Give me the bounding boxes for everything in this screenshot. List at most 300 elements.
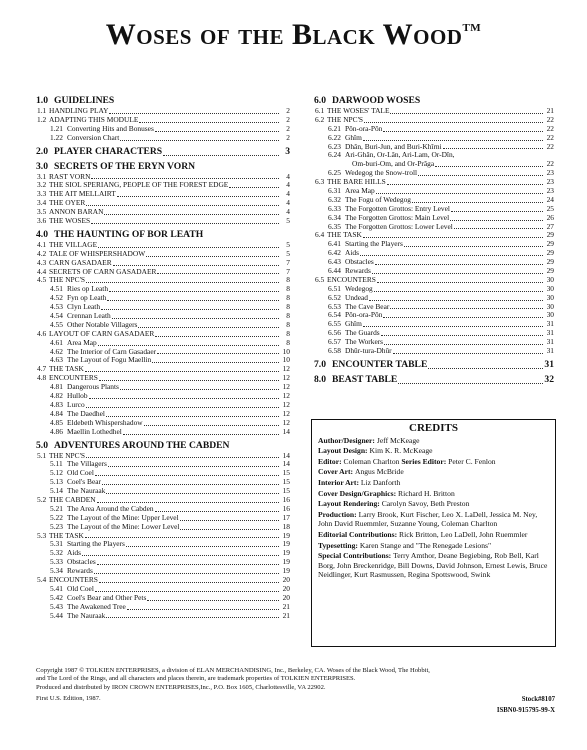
toc-leader-dots bbox=[398, 374, 543, 384]
toc-entry-title: Starting the Players bbox=[67, 539, 125, 549]
toc-leader-dots bbox=[381, 329, 543, 336]
toc-leader-dots bbox=[360, 249, 543, 256]
toc-entry-title: Aids bbox=[345, 248, 359, 258]
toc-entry-number: 5.13 bbox=[50, 477, 63, 487]
credit-role: Author/Designer: bbox=[318, 435, 377, 445]
toc-page-number: 23 bbox=[546, 177, 554, 187]
toc-entry-title: The Area Around the Cabden bbox=[67, 503, 154, 513]
toc-page-number: 10 bbox=[282, 346, 290, 356]
toc-page-number: 4 bbox=[286, 189, 290, 199]
toc-entry-number: 6.56 bbox=[328, 328, 341, 338]
toc-page-number: 19 bbox=[282, 557, 290, 567]
toc-page-number: 12 bbox=[282, 408, 290, 418]
toc-leader-dots bbox=[387, 178, 543, 185]
toc-entry-number: 7.0 bbox=[314, 358, 326, 370]
toc-entry-title: TALE OF WHISPERSHADOW bbox=[49, 248, 146, 258]
toc-entry-title: Converting Hits and Bonuses bbox=[67, 123, 154, 133]
toc-leader-dots bbox=[86, 276, 279, 283]
toc-page-number: 3 bbox=[285, 145, 290, 157]
copyright-line: Copyright 1987 © TOLKIEN ENTERPRISES, a division of ELAN MERCHANDISING, Inc., Berkeley, CA. Woses of the Black Wood, The Hobbit, bbox=[36, 667, 430, 674]
toc-entry-title: SECRETS OF THE ERYN VORN bbox=[54, 160, 196, 172]
toc-page-number: 5 bbox=[286, 248, 290, 258]
toc-entry-number: 6.55 bbox=[328, 319, 341, 329]
toc-entry-number: 6.25 bbox=[328, 168, 341, 178]
toc-page-number: 15 bbox=[282, 468, 290, 478]
toc-entry-title: Maellin Lothedhel bbox=[67, 426, 122, 436]
toc-leader-dots bbox=[99, 374, 279, 381]
toc-entry-title: The Villagers bbox=[67, 459, 107, 469]
toc-entry-number: 4.51 bbox=[50, 284, 63, 294]
toc-entry-title: Obstacles bbox=[67, 557, 96, 567]
toc-entry-title: THE NPC'S bbox=[327, 114, 364, 124]
toc-entry-title: The Forgotten Grottos: Main Level bbox=[345, 212, 450, 222]
toc-page-number: 29 bbox=[546, 248, 554, 258]
toc-entry-title: HANDLING PLAY bbox=[49, 106, 109, 115]
toc-page-number: 8 bbox=[286, 293, 290, 303]
toc-leader-dots bbox=[97, 496, 279, 503]
stock-info bbox=[497, 694, 555, 716]
distributor-line: Produced and distributed by IRON CROWN ENTERPRISES,Inc., P.O. Box 1605, Charlottesville, VA 22902. bbox=[36, 683, 326, 691]
toc-entry-number: 4.6 bbox=[37, 328, 47, 338]
toc-entry-number: 6.35 bbox=[328, 221, 341, 231]
toc-leader-dots bbox=[443, 143, 543, 150]
toc-page-number: 22 bbox=[546, 123, 554, 133]
toc-leader-dots bbox=[127, 603, 279, 610]
toc-page-number: 12 bbox=[282, 373, 290, 383]
toc-entry-title: The Guards bbox=[345, 328, 380, 338]
toc-leader-dots bbox=[180, 514, 279, 521]
toc-entry-number: 5.42 bbox=[50, 592, 63, 602]
toc-page-number: 25 bbox=[546, 203, 554, 213]
toc-entry-number: 6.34 bbox=[328, 212, 341, 222]
toc-entry-number: 6.2 bbox=[315, 114, 325, 124]
toc-entry-title: Wedegog bbox=[345, 283, 373, 293]
toc-entry-number: 5.1 bbox=[37, 450, 47, 460]
toc-entry-number: 6.24 bbox=[328, 150, 341, 160]
toc-entry-title: Conversion Chart bbox=[67, 132, 120, 142]
toc-entry-title: Hullob bbox=[67, 391, 88, 401]
toc-entry-title: Undead bbox=[345, 292, 368, 302]
toc-entry-title: The Daedhel bbox=[67, 408, 105, 418]
toc-entry-number: 6.23 bbox=[328, 141, 341, 151]
toc-leader-dots bbox=[95, 469, 279, 476]
toc-page-number: 12 bbox=[282, 399, 290, 409]
toc-leader-dots bbox=[152, 356, 279, 363]
toc-page-number: 19 bbox=[282, 539, 290, 549]
toc-page-number: 22 bbox=[546, 159, 554, 169]
toc-entry-title: LAYOUT OF CARN GASADAER bbox=[49, 328, 155, 338]
toc-leader-dots bbox=[109, 285, 279, 292]
toc-page-number: 29 bbox=[546, 257, 554, 267]
toc-page-number: 14 bbox=[282, 450, 290, 460]
toc-entry bbox=[36, 217, 290, 226]
toc-page-number: 4 bbox=[286, 198, 290, 208]
toc-leader-dots bbox=[85, 365, 279, 372]
toc-leader-dots bbox=[418, 169, 543, 176]
toc-entry-number: 4.2 bbox=[37, 248, 47, 258]
toc-entry-number: 5.31 bbox=[50, 539, 63, 549]
toc-page-number: 29 bbox=[546, 239, 554, 249]
credit-role: Typesetting: bbox=[318, 540, 360, 550]
toc-entry-title: Fyn op Leath bbox=[67, 293, 107, 303]
toc-page-number: 8 bbox=[286, 319, 290, 329]
toc-entry-title: Om-buri-Om, and Or-Prâga bbox=[352, 159, 435, 169]
toc-entry-title: Dangerous Plants bbox=[67, 382, 119, 392]
toc-entry-number: 5.21 bbox=[50, 503, 63, 513]
toc-page-number: 16 bbox=[282, 503, 290, 513]
toc-leader-dots bbox=[451, 205, 543, 212]
toc-leader-dots bbox=[120, 383, 279, 390]
toc-entry-number: 3.0 bbox=[36, 160, 48, 172]
toc-entry-number: 6.3 bbox=[315, 177, 325, 187]
toc-entry-title: Coel's Bear bbox=[67, 477, 101, 487]
toc-entry-number: 3.5 bbox=[37, 207, 47, 217]
toc-entry-number: 6.5 bbox=[315, 274, 325, 284]
credit-entry bbox=[318, 489, 549, 499]
credit-names: Karen Stange and "The Renegade Lesions" bbox=[359, 540, 492, 550]
toc-leader-dots bbox=[112, 312, 279, 319]
toc-entry-number: 6.58 bbox=[328, 346, 341, 356]
credit-entry bbox=[318, 499, 549, 509]
toc-entry-title: Aids bbox=[67, 548, 81, 558]
toc-page-number: 12 bbox=[282, 391, 290, 401]
toc-entry-title: Dhân, Buri-Jun, and Buri-Khîrni bbox=[345, 141, 442, 151]
toc-entry-title: The Forgotten Grottos: Lower Level bbox=[345, 221, 453, 231]
toc-leader-dots bbox=[123, 428, 279, 435]
toc-entry-number: 4.81 bbox=[50, 382, 63, 392]
toc-leader-dots bbox=[450, 214, 543, 221]
toc-page-number: 10 bbox=[282, 355, 290, 365]
toc-entry-number: 4.82 bbox=[50, 391, 63, 401]
stock-number: Stock#8107 bbox=[521, 696, 555, 703]
toc-page-number: 19 bbox=[282, 548, 290, 558]
toc-page-number: 22 bbox=[546, 141, 554, 151]
toc-page-number: 30 bbox=[546, 283, 554, 293]
toc-leader-dots bbox=[91, 217, 279, 224]
toc-entry-title: The Forgotten Grottos: Entry Level bbox=[345, 203, 450, 213]
toc-page-number: 18 bbox=[282, 521, 290, 531]
toc-entry-title: The Fogu of Wedegog bbox=[345, 194, 411, 204]
toc-section-heading bbox=[314, 374, 554, 386]
toc-entry-number: 4.53 bbox=[50, 302, 63, 312]
toc-entry-title: CARN GASADAER bbox=[49, 257, 112, 267]
toc-page-number: 7 bbox=[286, 257, 290, 267]
credit-names: Jeff McKeage bbox=[376, 435, 420, 445]
title-text: Woses of the Black Wood bbox=[105, 18, 463, 51]
credit-names: Liz Danforth bbox=[360, 477, 401, 487]
toc-entry-title: Dhûr-tura-Dhûr bbox=[345, 346, 392, 356]
toc-leader-dots bbox=[364, 116, 543, 123]
toc-entry-number: 4.55 bbox=[50, 319, 63, 329]
toc-entry-title: ANNON BARAN bbox=[49, 207, 104, 217]
toc-leader-dots bbox=[163, 146, 279, 156]
credit-role: Editor: bbox=[318, 456, 344, 466]
toc-leader-dots bbox=[428, 359, 543, 369]
toc-entry-number: 4.84 bbox=[50, 408, 63, 418]
toc-entry-number: 5.11 bbox=[50, 459, 63, 469]
toc-entry-number: 3.1 bbox=[37, 171, 47, 181]
toc-entry-number: 1.22 bbox=[50, 132, 63, 142]
toc-entry-title: Area Map bbox=[67, 337, 97, 347]
toc-entry-number: 5.0 bbox=[36, 439, 48, 451]
toc-entry-title: GUIDELINES bbox=[54, 95, 115, 106]
toc-leader-dots bbox=[98, 241, 279, 248]
toc-leader-dots bbox=[157, 268, 279, 275]
toc-leader-dots bbox=[138, 321, 279, 328]
toc-leader-dots bbox=[155, 505, 279, 512]
toc-page-number: 4 bbox=[286, 207, 290, 217]
toc-leader-dots bbox=[372, 267, 543, 274]
toc-entry-number: 4.83 bbox=[50, 399, 63, 409]
toc-entry-title: Rewards bbox=[345, 266, 371, 276]
toc-entry-number: 4.86 bbox=[50, 426, 63, 436]
toc-entry-title: THE TASK bbox=[49, 530, 84, 540]
credit-entry bbox=[318, 478, 549, 488]
credit-entry bbox=[318, 436, 549, 446]
toc-leader-dots bbox=[139, 116, 279, 123]
toc-page-number: 17 bbox=[282, 512, 290, 522]
credit-entry bbox=[318, 530, 549, 540]
toc-leader-dots bbox=[82, 549, 279, 556]
toc-leader-dots bbox=[91, 173, 279, 180]
toc-leader-dots bbox=[106, 410, 279, 417]
toc-page-number: 12 bbox=[282, 382, 290, 392]
toc-page-number: 5 bbox=[286, 216, 290, 226]
credit-names: Kim K. R. McKeage bbox=[369, 446, 433, 456]
toc-entry-number: 5.33 bbox=[50, 557, 63, 567]
toc-entry bbox=[36, 428, 290, 437]
toc-entry-title: Rewards bbox=[67, 566, 93, 576]
toc-entry-title: THE NPC'S bbox=[49, 450, 86, 460]
toc-entry-number: 6.54 bbox=[328, 310, 341, 320]
toc-leader-dots bbox=[404, 240, 543, 247]
toc-section-heading bbox=[314, 359, 554, 371]
toc-entry-number: 6.31 bbox=[328, 186, 341, 196]
toc-entry-number: 4.0 bbox=[36, 228, 48, 240]
credit-role: Layout Rendering: bbox=[318, 499, 382, 509]
credits-box bbox=[311, 419, 556, 647]
copyright-footer bbox=[36, 667, 556, 704]
toc-page-number: 21 bbox=[282, 601, 290, 611]
toc-entry-number: 5.44 bbox=[50, 610, 63, 620]
toc-page-number: 5 bbox=[286, 239, 290, 249]
credit-names: Rick Britton, Leo LaDell, John Ruemmler bbox=[399, 529, 528, 539]
toc-page-number: 14 bbox=[282, 426, 290, 436]
toc-page-number: 31 bbox=[546, 319, 554, 329]
credit-role: Cover Design/Graphics: bbox=[318, 488, 399, 498]
toc-entry-number: 6.44 bbox=[328, 266, 341, 276]
toc-entry-number: 8.0 bbox=[314, 373, 326, 385]
toc-page-number: 29 bbox=[546, 230, 554, 240]
toc-entry-number: 2.0 bbox=[36, 145, 48, 157]
toc-entry-number: 3.6 bbox=[37, 216, 47, 226]
toc-page-number: 8 bbox=[286, 311, 290, 321]
toc-entry-title: PLAYER CHARACTERS bbox=[54, 145, 163, 157]
toc-entry-title: THE TASK bbox=[49, 364, 84, 374]
toc-entry-number: 4.7 bbox=[37, 364, 47, 374]
toc-entry-number: 1.2 bbox=[37, 114, 47, 124]
toc-page-number: 2 bbox=[286, 114, 290, 124]
credit-names: Coleman Charlton bbox=[343, 456, 400, 466]
credit-names: Terry Amthor, Deane Begiebing, Rob Bell, Karl Borg, John Breckenridge, Bill Downs, David Johnson, Ernest Lewis, Bruce Neidlinger, Kurt Rasmussen, Regina Spottswood, Swink bbox=[318, 551, 548, 580]
toc-leader-dots bbox=[126, 540, 279, 547]
credit-entry bbox=[318, 467, 549, 477]
toc-entry-number: 6.57 bbox=[328, 337, 341, 347]
toc-entry-number: 5.3 bbox=[37, 530, 47, 540]
toc-page-number: 20 bbox=[282, 592, 290, 602]
toc-entry-title: DARWOOD WOSES bbox=[332, 95, 421, 106]
toc-section-heading bbox=[36, 161, 290, 173]
toc-entry-title: THE NPC'S bbox=[49, 275, 86, 285]
credit-entry bbox=[318, 541, 549, 551]
toc-entry-number: 3.2 bbox=[37, 180, 47, 190]
toc-leader-dots bbox=[454, 223, 543, 230]
toc-entry-title: Old Coel bbox=[67, 468, 94, 478]
toc-entry-title: ENCOUNTERS bbox=[49, 574, 98, 584]
toc-entry-number: 3.3 bbox=[37, 189, 47, 199]
toc-leader-dots bbox=[99, 576, 279, 583]
credit-names: Angus McBride bbox=[354, 467, 404, 477]
page-title bbox=[0, 18, 587, 52]
toc-leader-dots bbox=[384, 338, 543, 345]
toc-entry-title: THE CABDEN bbox=[49, 494, 96, 504]
toc-entry-title: ENCOUNTERS bbox=[327, 274, 376, 284]
toc-entry-title: Ghîm bbox=[345, 132, 362, 142]
toc-page-number: 30 bbox=[546, 310, 554, 320]
toc-page-number: 21 bbox=[546, 106, 554, 115]
toc-leader-dots bbox=[106, 487, 279, 494]
toc-page-number: 7 bbox=[286, 266, 290, 276]
toc-entry-title: The Nauraak bbox=[67, 610, 106, 620]
toc-page-number: 8 bbox=[286, 275, 290, 285]
toc-entry-number: 5.43 bbox=[50, 601, 63, 611]
credit-role: Production: bbox=[318, 509, 359, 519]
toc-page-number: 32 bbox=[544, 373, 554, 385]
toc-leader-dots bbox=[117, 190, 279, 197]
toc-entry-title: Starting the Players bbox=[345, 239, 403, 249]
toc-leader-dots bbox=[375, 258, 543, 265]
toc-page-number: 4 bbox=[286, 171, 290, 181]
toc-entry-title: ADAPTING THIS MODULE bbox=[49, 114, 139, 124]
toc-entry-number: 1.0 bbox=[36, 95, 48, 106]
toc-entry-title: Pôn-ora-Pôn bbox=[345, 123, 383, 133]
edition-line: First U.S. Edition, 1987. bbox=[36, 695, 101, 703]
toc-page-number: 8 bbox=[286, 284, 290, 294]
toc-entry-title: The Cave Bear bbox=[345, 301, 390, 311]
toc-entry-number: 5.2 bbox=[37, 494, 47, 504]
toc-entry-number: 6.0 bbox=[314, 95, 326, 106]
toc-page-number: 22 bbox=[546, 132, 554, 142]
credit-names: Larry Brook, Kurt Fischer, Leo X. LaDell, Jessica M. Ney, John David Ruemmler, Suzanne Young, Coleman Charlton bbox=[318, 509, 538, 529]
toc-entry-title: THE AIT MELLAIRT bbox=[49, 189, 116, 199]
toc-entry-number: 4.1 bbox=[37, 239, 47, 249]
toc-entry-title: Other Notable Villagers bbox=[67, 319, 138, 329]
toc-page-number: 31 bbox=[546, 346, 554, 356]
toc-entry-title: Coel's Bear and Other Pets bbox=[67, 592, 147, 602]
toc-page-number: 8 bbox=[286, 302, 290, 312]
toc-leader-dots bbox=[147, 594, 279, 601]
toc-entry-number: 4.62 bbox=[50, 346, 63, 356]
toc-page-number: 4 bbox=[286, 180, 290, 190]
toc-leader-dots bbox=[390, 303, 543, 310]
toc-leader-dots bbox=[435, 160, 543, 167]
toc-entry-number: 4.54 bbox=[50, 311, 63, 321]
toc-page-number: 30 bbox=[546, 292, 554, 302]
toc-leader-dots bbox=[94, 567, 279, 574]
toc-entry-number: 5.41 bbox=[50, 583, 63, 593]
toc-page-number: 15 bbox=[282, 486, 290, 496]
toc-page-number: 2 bbox=[286, 132, 290, 142]
toc-entry-number: 4.3 bbox=[37, 257, 47, 267]
credit-role: Cover Art: bbox=[318, 467, 355, 477]
toc-entry-title: Clyn Leath bbox=[67, 302, 101, 312]
toc-entry-number: 5.32 bbox=[50, 548, 63, 558]
toc-leader-dots bbox=[412, 196, 543, 203]
toc-leader-dots bbox=[374, 285, 543, 292]
toc-entry bbox=[314, 347, 554, 356]
isbn-number: ISBN0-915795-99-X bbox=[496, 707, 555, 714]
toc-leader-dots bbox=[144, 419, 279, 426]
toc-entry-number: 4.61 bbox=[50, 337, 63, 347]
toc-entry-number: 4.85 bbox=[50, 417, 63, 427]
toc-leader-dots bbox=[107, 294, 279, 301]
toc-entry-number: 5.23 bbox=[50, 521, 63, 531]
trademark-line: and The Lord of the Rings, and all characters and places therein, are trademark properties of TOLKIEN ENTERPRISES. bbox=[36, 675, 356, 683]
toc-entry-number: 6.53 bbox=[328, 301, 341, 311]
toc-page-number: 30 bbox=[546, 274, 554, 284]
toc-entry-title: Pôn-ora-Pôn bbox=[345, 310, 383, 320]
toc-page-number: 23 bbox=[546, 186, 554, 196]
toc-page-number: 2 bbox=[286, 106, 290, 115]
toc-entry-number: 4.63 bbox=[50, 355, 63, 365]
toc-entry-title: Ghîm bbox=[345, 319, 362, 329]
toc-entry-number: 5.14 bbox=[50, 486, 63, 496]
credit-entry bbox=[318, 446, 549, 456]
toc-entry-title: Eldebeth Whispershadow bbox=[67, 417, 143, 427]
toc-entry-number: 1.21 bbox=[50, 123, 63, 133]
toc-entry-title: BEAST TABLE bbox=[332, 373, 398, 385]
toc-entry-number: 6.4 bbox=[315, 230, 325, 240]
toc-leader-dots bbox=[113, 259, 279, 266]
toc-entry-title: The Interior of Carn Gasadaer bbox=[67, 346, 157, 356]
toc-leader-dots bbox=[383, 125, 543, 132]
toc-entry-number: 5.22 bbox=[50, 512, 63, 522]
toc-entry-title: The Workers bbox=[345, 337, 384, 347]
toc-leader-dots bbox=[104, 208, 279, 215]
toc-page-number: 30 bbox=[546, 301, 554, 311]
toc-entry-number: 5.4 bbox=[37, 574, 47, 584]
toc-entry-number: 6.42 bbox=[328, 248, 341, 258]
toc-entry-number: 6.22 bbox=[328, 132, 341, 142]
toc-page-number: 14 bbox=[282, 459, 290, 469]
credit-role: Special Contributions: bbox=[318, 551, 394, 561]
toc-leader-dots bbox=[390, 107, 543, 114]
toc-leader-dots bbox=[146, 250, 279, 257]
toc-leader-dots bbox=[157, 348, 279, 355]
toc-leader-dots bbox=[86, 401, 279, 408]
toc-page-number: 26 bbox=[546, 212, 554, 222]
toc-leader-dots bbox=[363, 320, 543, 327]
toc-entry-title: The Layout of Fogu Maellin bbox=[67, 355, 152, 365]
toc-page-number: 31 bbox=[544, 358, 554, 370]
toc-page-number: 20 bbox=[282, 574, 290, 584]
toc-leader-dots bbox=[108, 460, 279, 467]
toc-section-heading bbox=[36, 146, 290, 158]
credit-role: Series Editor: bbox=[399, 456, 449, 466]
toc-entry-number: 6.41 bbox=[328, 239, 341, 249]
toc-section-heading bbox=[36, 440, 290, 452]
toc-page-number: 22 bbox=[546, 114, 554, 124]
